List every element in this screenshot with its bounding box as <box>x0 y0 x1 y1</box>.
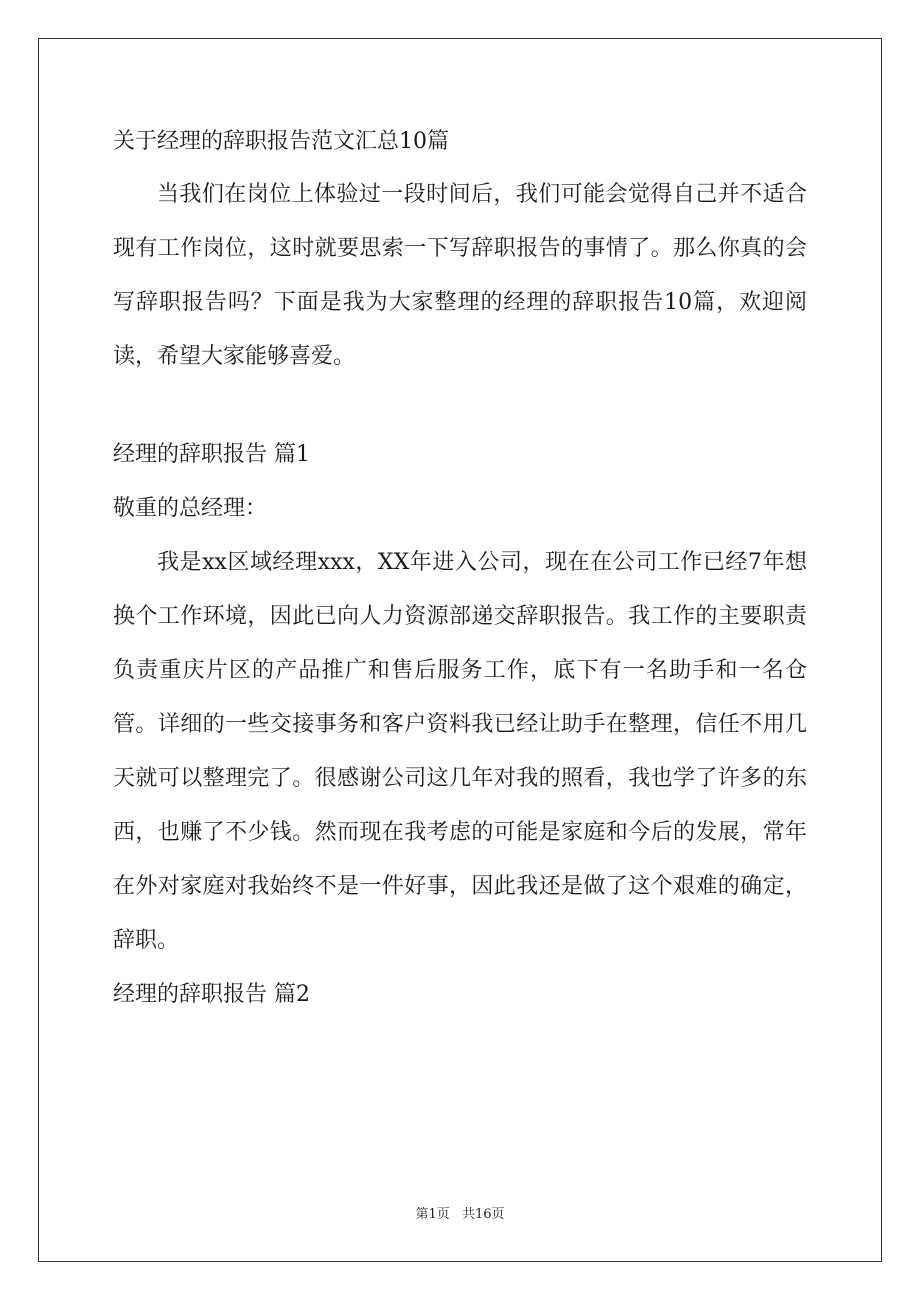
intro-paragraph: 当我们在岗位上体验过一段时间后，我们可能会觉得自己并不适合现有工作岗位，这时就要思索一下写辞职报告的事情了。那么你真的会写辞职报告吗？下面是我为大家整理的经理的辞职报告10篇，欢迎阅读，希望大家能够喜爱。 <box>113 182 807 369</box>
salutation: 敬重的总经理： <box>113 496 268 521</box>
section-heading-1: 经理的辞职报告 篇1 <box>113 442 310 467</box>
page-total: 共16页 <box>461 1207 505 1222</box>
section-1-paragraph: 我是xx区域经理xxx，XX年进入公司，现在在公司工作已经7年想换个工作环境，因此已向人力资源部递交辞职报告。我工作的主要职责负责重庆片区的产品推广和售后服务工作，底下有一名助手和一名仓管。详细的一些交接事务和客户资料我已经让助手在整理，信任不用几天就可以整理完了。很感谢公司这几年对我的照看，我也学了许多的东西，也赚了不少钱。然而现在我考虑的可能是家庭和今后的发展，常年在外对家庭对我始终不是一件好事，因此我还是做了这个艰难的确定，辞职。 <box>113 550 807 953</box>
spacer <box>113 384 807 428</box>
page-number: 第1页 <box>415 1207 450 1222</box>
section-heading-2: 经理的辞职报告 篇2 <box>113 982 310 1007</box>
document-title: 关于经理的辞职报告范文汇总10篇 <box>113 129 449 154</box>
document-body <box>113 120 807 1022</box>
page-footer <box>0 1203 920 1222</box>
